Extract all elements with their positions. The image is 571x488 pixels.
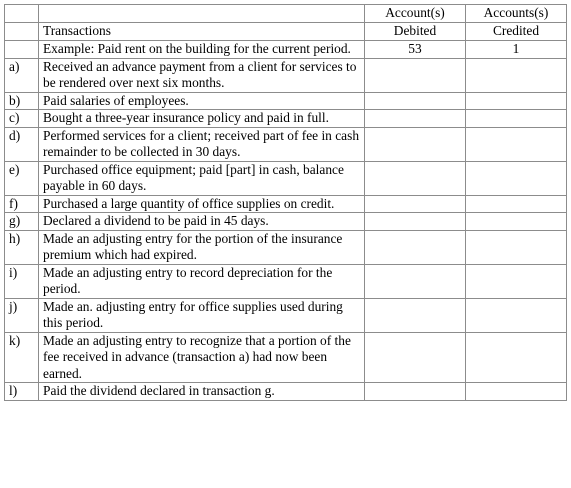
debited-account-cell[interactable] [365,230,466,264]
row-description: Bought a three-year insurance policy and paid in full. [39,110,365,128]
debited-account-cell[interactable]: 53 [365,41,466,59]
debited-account-cell[interactable] [365,332,466,383]
row-description: Example: Paid rent on the building for the current period. [39,41,365,59]
row-letter: f) [5,195,39,213]
transaction-row [5,264,567,298]
debited-account-cell[interactable] [365,213,466,231]
header-accounts-debited-label: Account(s) [365,5,466,23]
debited-account-cell[interactable] [365,127,466,161]
transaction-row [5,332,567,383]
row-letter: j) [5,298,39,332]
transaction-row [5,161,567,195]
debited-account-cell[interactable] [365,92,466,110]
header-transactions-label: Transactions [39,23,365,41]
row-letter: d) [5,127,39,161]
header-letter-cell [5,23,39,41]
transaction-row [5,58,567,92]
credited-account-cell[interactable] [466,264,567,298]
debited-account-cell[interactable] [365,110,466,128]
row-letter [5,41,39,59]
row-description: Declared a dividend to be paid in 45 days. [39,213,365,231]
debited-account-cell[interactable] [365,383,466,401]
header-row-bottom [5,23,567,41]
header-letter-cell [5,5,39,23]
credited-account-cell[interactable] [466,110,567,128]
credited-account-cell[interactable] [466,92,567,110]
debited-account-cell[interactable] [365,58,466,92]
credited-account-cell[interactable] [466,298,567,332]
transactions-table [4,4,567,401]
row-description: Performed services for a client; received part of fee in cash remainder to be collected in 30 days. [39,127,365,161]
row-description: Received an advance payment from a client for services to be rendered over next six months. [39,58,365,92]
row-description: Purchased office equipment; paid [part] in cash, balance payable in 60 days. [39,161,365,195]
debited-account-cell[interactable] [365,195,466,213]
row-description: Paid salaries of employees. [39,92,365,110]
row-description: Made an. adjusting entry for office supplies used during this period. [39,298,365,332]
row-letter: i) [5,264,39,298]
credited-account-cell[interactable] [466,230,567,264]
transaction-row [5,213,567,231]
row-letter: g) [5,213,39,231]
transaction-row [5,92,567,110]
header-debited-label: Debited [365,23,466,41]
row-description: Made an adjusting entry to record depreciation for the period. [39,264,365,298]
debited-account-cell[interactable] [365,298,466,332]
header-row-top [5,5,567,23]
header-accounts-credited-label: Accounts(s) [466,5,567,23]
header-credited-label: Credited [466,23,567,41]
credited-account-cell[interactable] [466,332,567,383]
credited-account-cell[interactable] [466,161,567,195]
row-letter: b) [5,92,39,110]
row-description: Paid the dividend declared in transaction g. [39,383,365,401]
transaction-row [5,195,567,213]
credited-account-cell[interactable] [466,58,567,92]
example-row [5,41,567,59]
credited-account-cell[interactable] [466,213,567,231]
row-letter: k) [5,332,39,383]
row-description: Made an adjusting entry for the portion of the insurance premium which had expired. [39,230,365,264]
transaction-row [5,383,567,401]
credited-account-cell[interactable] [466,127,567,161]
row-description: Made an adjusting entry to recognize that a portion of the fee received in advance (transaction a) had now been earned. [39,332,365,383]
transaction-row [5,298,567,332]
credited-account-cell[interactable] [466,383,567,401]
transaction-row [5,110,567,128]
transaction-row [5,127,567,161]
row-letter: c) [5,110,39,128]
row-letter: l) [5,383,39,401]
transaction-row [5,230,567,264]
row-letter: a) [5,58,39,92]
debited-account-cell[interactable] [365,264,466,298]
credited-account-cell[interactable] [466,195,567,213]
row-letter: e) [5,161,39,195]
header-desc-cell [39,5,365,23]
debited-account-cell[interactable] [365,161,466,195]
credited-account-cell[interactable]: 1 [466,41,567,59]
row-letter: h) [5,230,39,264]
row-description: Purchased a large quantity of office supplies on credit. [39,195,365,213]
